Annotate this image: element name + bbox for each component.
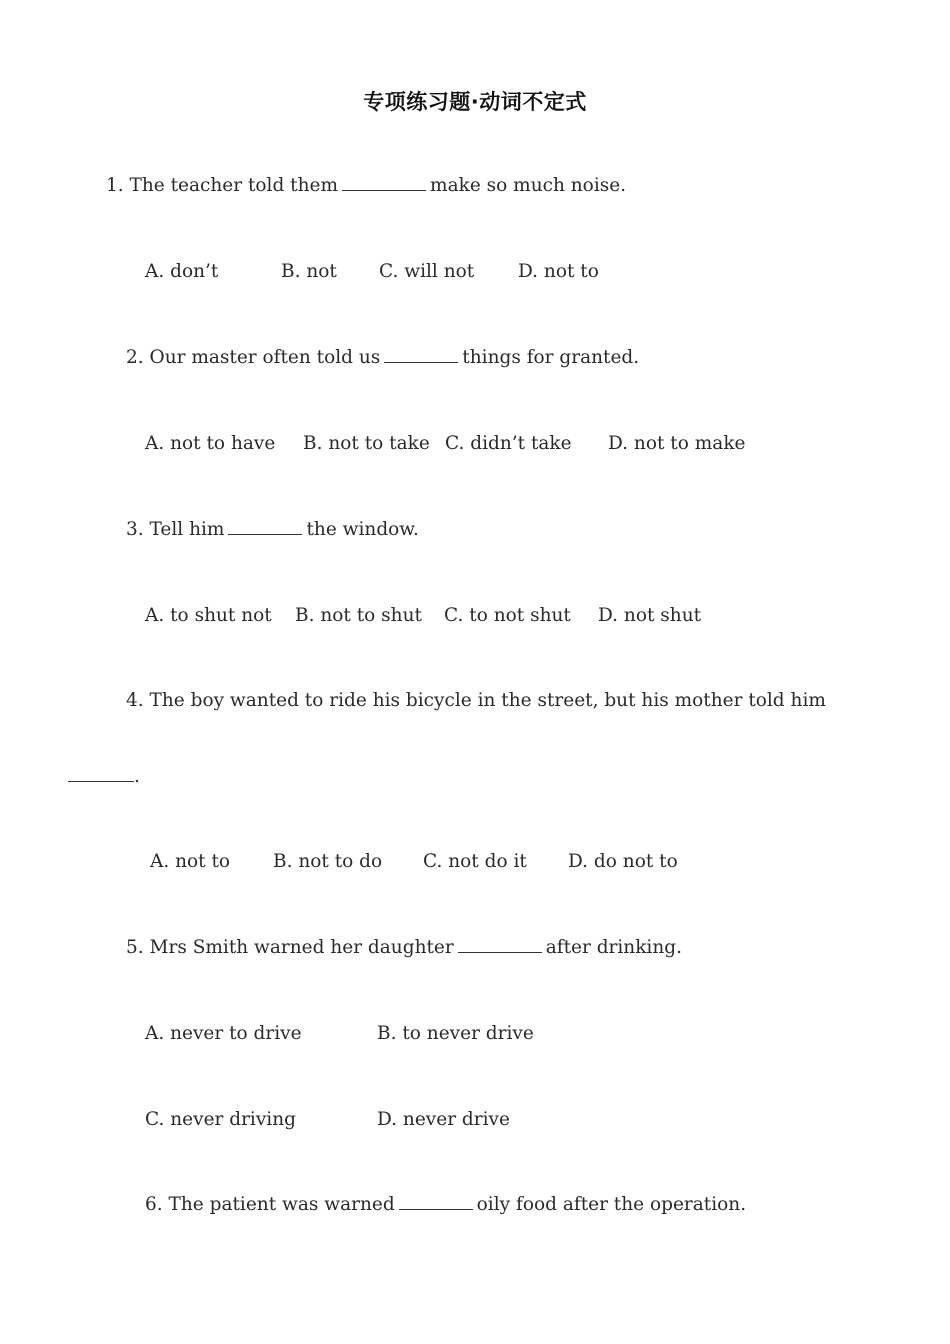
answer-blank xyxy=(342,175,426,191)
option-3c: C. to not shut xyxy=(444,605,571,626)
question-text-end: oily food after the operation. xyxy=(476,1194,747,1215)
option-3b: B. not to shut xyxy=(295,605,422,626)
option-4a: A. not to xyxy=(150,851,231,872)
question-6 xyxy=(145,1193,746,1217)
question-text: 5. Mrs Smith warned her daughter xyxy=(126,937,454,958)
question-text-end: after drinking. xyxy=(545,937,682,958)
option-2a: A. not to have xyxy=(145,433,276,454)
question-text: 2. Our master often told us xyxy=(126,347,381,368)
answer-blank xyxy=(458,937,542,953)
answer-blank xyxy=(68,766,134,782)
question-5 xyxy=(126,936,682,960)
answer-blank xyxy=(384,347,458,363)
option-5a: A. never to drive xyxy=(145,1023,302,1044)
answer-blank xyxy=(228,519,302,535)
option-5b: B. to never drive xyxy=(377,1023,534,1044)
option-4d: D. do not to xyxy=(568,851,678,872)
option-2c: C. didn’t take xyxy=(445,433,572,454)
question-text: 1. The teacher told them xyxy=(106,175,339,196)
page-title: 专项练习题·动词不定式 xyxy=(363,90,587,114)
question-text: 6. The patient was warned xyxy=(145,1194,395,1215)
option-4c: C. not do it xyxy=(423,851,527,872)
question-1 xyxy=(106,174,626,198)
option-3d: D. not shut xyxy=(598,605,702,626)
question-text-end: things for granted. xyxy=(462,347,640,368)
option-5d: D. never drive xyxy=(377,1109,510,1130)
option-1c: C. will not xyxy=(379,261,475,282)
option-1b: B. not xyxy=(281,261,337,282)
option-2b: B. not to take xyxy=(303,433,430,454)
option-5c: C. never driving xyxy=(145,1109,296,1130)
question-2 xyxy=(126,346,639,370)
option-2d: D. not to make xyxy=(608,433,746,454)
option-3a: A. to shut not xyxy=(145,605,272,626)
option-1a: A. don’t xyxy=(145,261,219,282)
question-4-cont xyxy=(68,765,140,789)
question-text-end: make so much noise. xyxy=(430,175,627,196)
question-3 xyxy=(126,518,419,542)
question-text-end: . xyxy=(134,766,140,787)
option-4b: B. not to do xyxy=(273,851,383,872)
answer-blank xyxy=(399,1194,473,1210)
question-text-end: the window. xyxy=(306,519,419,540)
question-4: 4. The boy wanted to ride his bicycle in the street, but his mother told him xyxy=(126,690,826,711)
question-text: 3. Tell him xyxy=(126,519,225,540)
option-1d: D. not to xyxy=(518,261,599,282)
